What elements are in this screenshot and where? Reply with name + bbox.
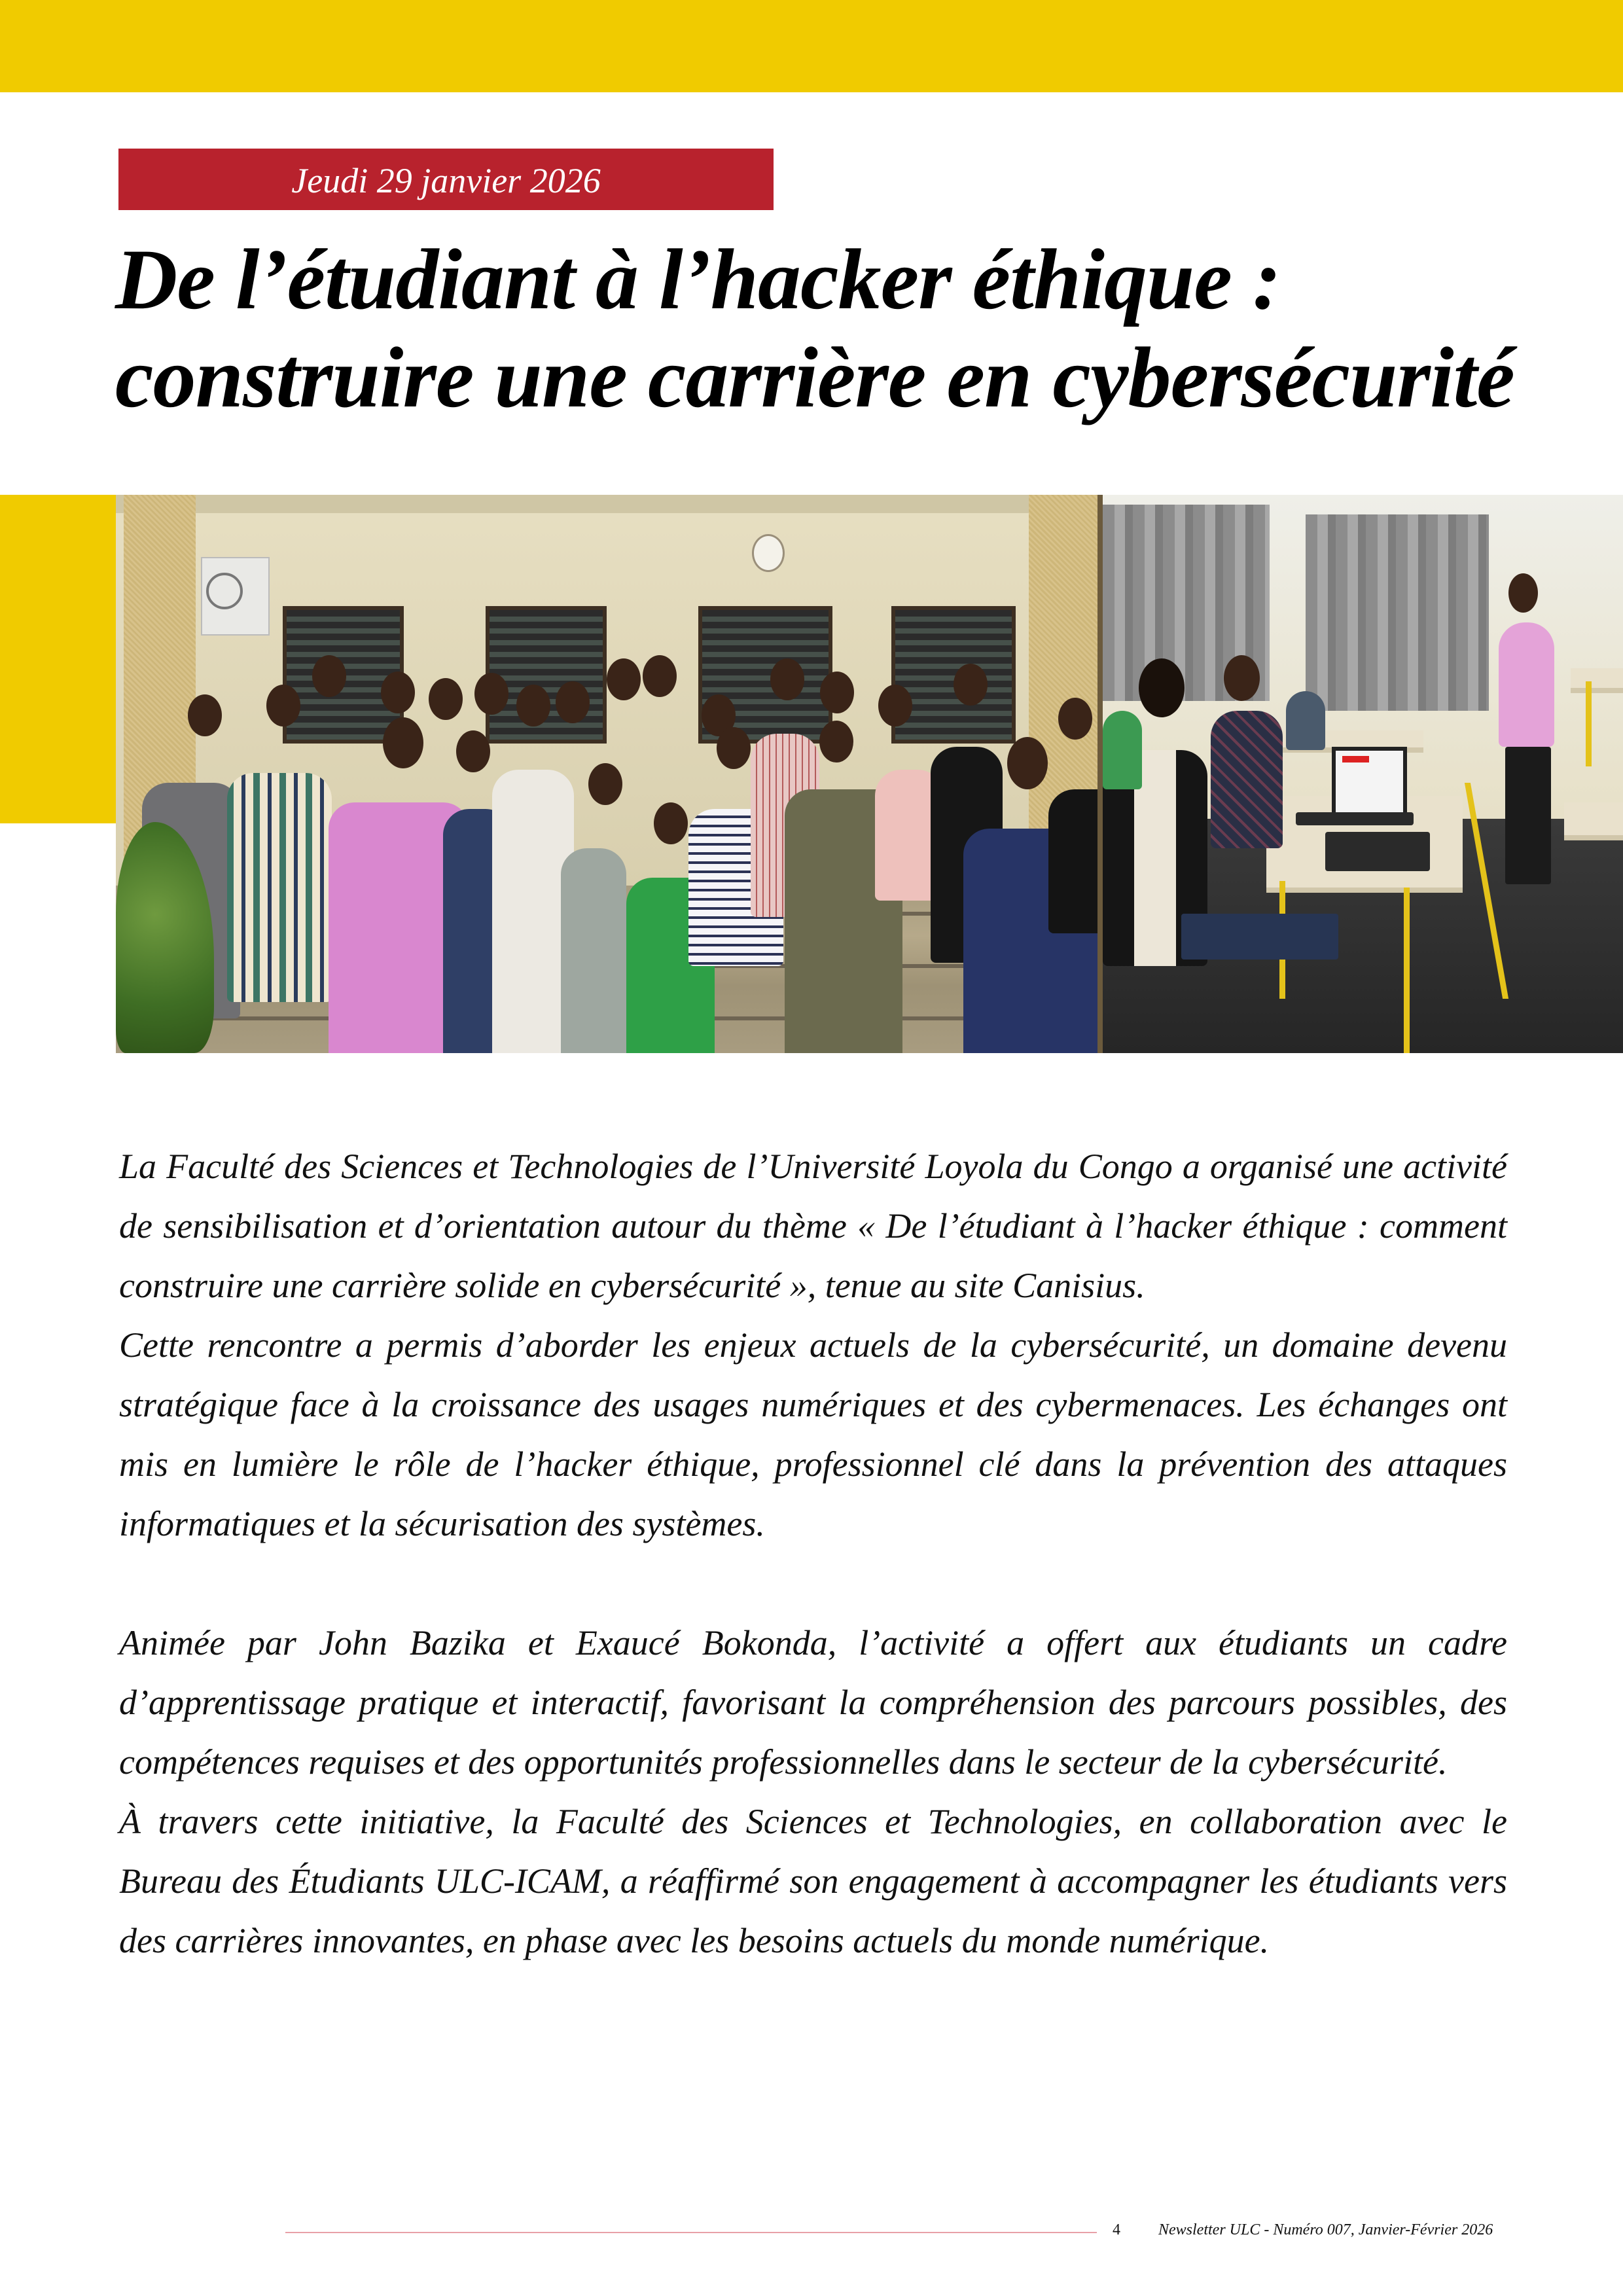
- paragraph-1: La Faculté des Sciences et Technologies de l’Université Loyola du Congo a organisé une activité de sensibilisation et d’orientation autour du thème « De l’étudiant à l’hacker éthique : comment construire une carrière solide en cybersécurité », tenue au site Canisius.: [119, 1147, 1507, 1305]
- wall-clock: [752, 534, 785, 572]
- person: [383, 717, 423, 768]
- presenter: [1508, 573, 1538, 613]
- classroom-photo: [1103, 495, 1623, 1053]
- person: [312, 655, 346, 697]
- person: [607, 658, 641, 700]
- student: [1286, 691, 1325, 750]
- air-conditioner: [201, 557, 270, 636]
- side-accent-band: [0, 495, 116, 823]
- person: [588, 763, 622, 805]
- person: [717, 727, 751, 769]
- person: [954, 664, 988, 706]
- footer-rule: [285, 2232, 1097, 2233]
- person: [556, 681, 590, 723]
- photo-divider: [1097, 495, 1103, 1053]
- title-line-2: construire une carrière en cybersécurité: [115, 329, 1514, 425]
- person: [429, 678, 463, 720]
- window: [891, 606, 1016, 744]
- person: [456, 730, 490, 772]
- curtain: [1306, 514, 1489, 711]
- person: [1048, 789, 1097, 933]
- paragraph-4: À travers cette initiative, la Faculté des Sciences et Technologies, en collaboration avec le Bureau des Étudiants ULC-ICAM, a réaffirmé son engagement à accompagner les étudiants vers des carrières innovantes, en phase avec les besoins actuels du monde numérique.: [119, 1802, 1507, 1960]
- date-banner: [118, 149, 774, 210]
- title-line-1: De l’étudiant à l’hacker éthique :: [115, 231, 1281, 327]
- student-legs: [1181, 914, 1338, 960]
- person: [266, 685, 300, 726]
- footer-publication: Newsletter ULC - Numéro 007, Janvier-Février 2026: [1158, 2221, 1493, 2238]
- paragraph-spacer: [119, 1554, 1507, 1613]
- laptop: [1296, 812, 1414, 825]
- presenter-pink-shirt: [1499, 622, 1554, 747]
- student: [1211, 711, 1283, 848]
- person: [474, 673, 508, 715]
- group-photo: [116, 495, 1097, 1053]
- person: [643, 655, 677, 697]
- top-accent-band: [0, 0, 1623, 92]
- desk-leg: [1404, 888, 1410, 1053]
- page-number: 4: [1113, 2221, 1120, 2238]
- paragraph-2: Cette rencontre a permis d’aborder les enjeux actuels de la cybersécurité, un domaine devenu stratégique face à la croissance des usages numériques et des cybermenaces. Les échanges ont mis en lumière le rôle de l’hacker éthique, professionnel clé dans la prévention des attaques informatiques et la sécurisation des systèmes.: [119, 1325, 1507, 1543]
- laptop-screen: [1332, 747, 1407, 819]
- article-date: Jeudi 29 janvier 2026: [291, 161, 601, 200]
- article-body: [119, 1137, 1507, 1971]
- person: [878, 685, 912, 726]
- person: [381, 672, 415, 713]
- person: [820, 672, 854, 713]
- presenter-legs: [1505, 747, 1551, 884]
- person: [770, 658, 804, 700]
- porch-ceiling: [116, 495, 1097, 513]
- window: [486, 606, 607, 744]
- person: [561, 848, 626, 1053]
- person: [188, 694, 222, 736]
- person: [819, 721, 853, 762]
- laptop-closed: [1325, 832, 1430, 871]
- student: [1224, 655, 1260, 701]
- desk: [1571, 668, 1623, 693]
- person: [227, 773, 332, 1002]
- paragraph-3: Animée par John Bazika et Exaucé Bokonda, l’activité a offert aux étudiants un cadre d’apprentissage pratique et interactif, favorisant la compréhension des parcours possibles, des compétences requises et des opportunités professionnelles dans le secteur de la cybersécurité.: [119, 1623, 1507, 1782]
- person: [1058, 698, 1092, 740]
- person: [516, 685, 550, 726]
- person: [1007, 737, 1048, 789]
- desk: [1564, 802, 1623, 840]
- article-title: [115, 230, 1555, 427]
- student: [1139, 658, 1185, 717]
- desk-leg: [1586, 681, 1592, 766]
- student: [1103, 711, 1142, 789]
- person: [654, 802, 688, 844]
